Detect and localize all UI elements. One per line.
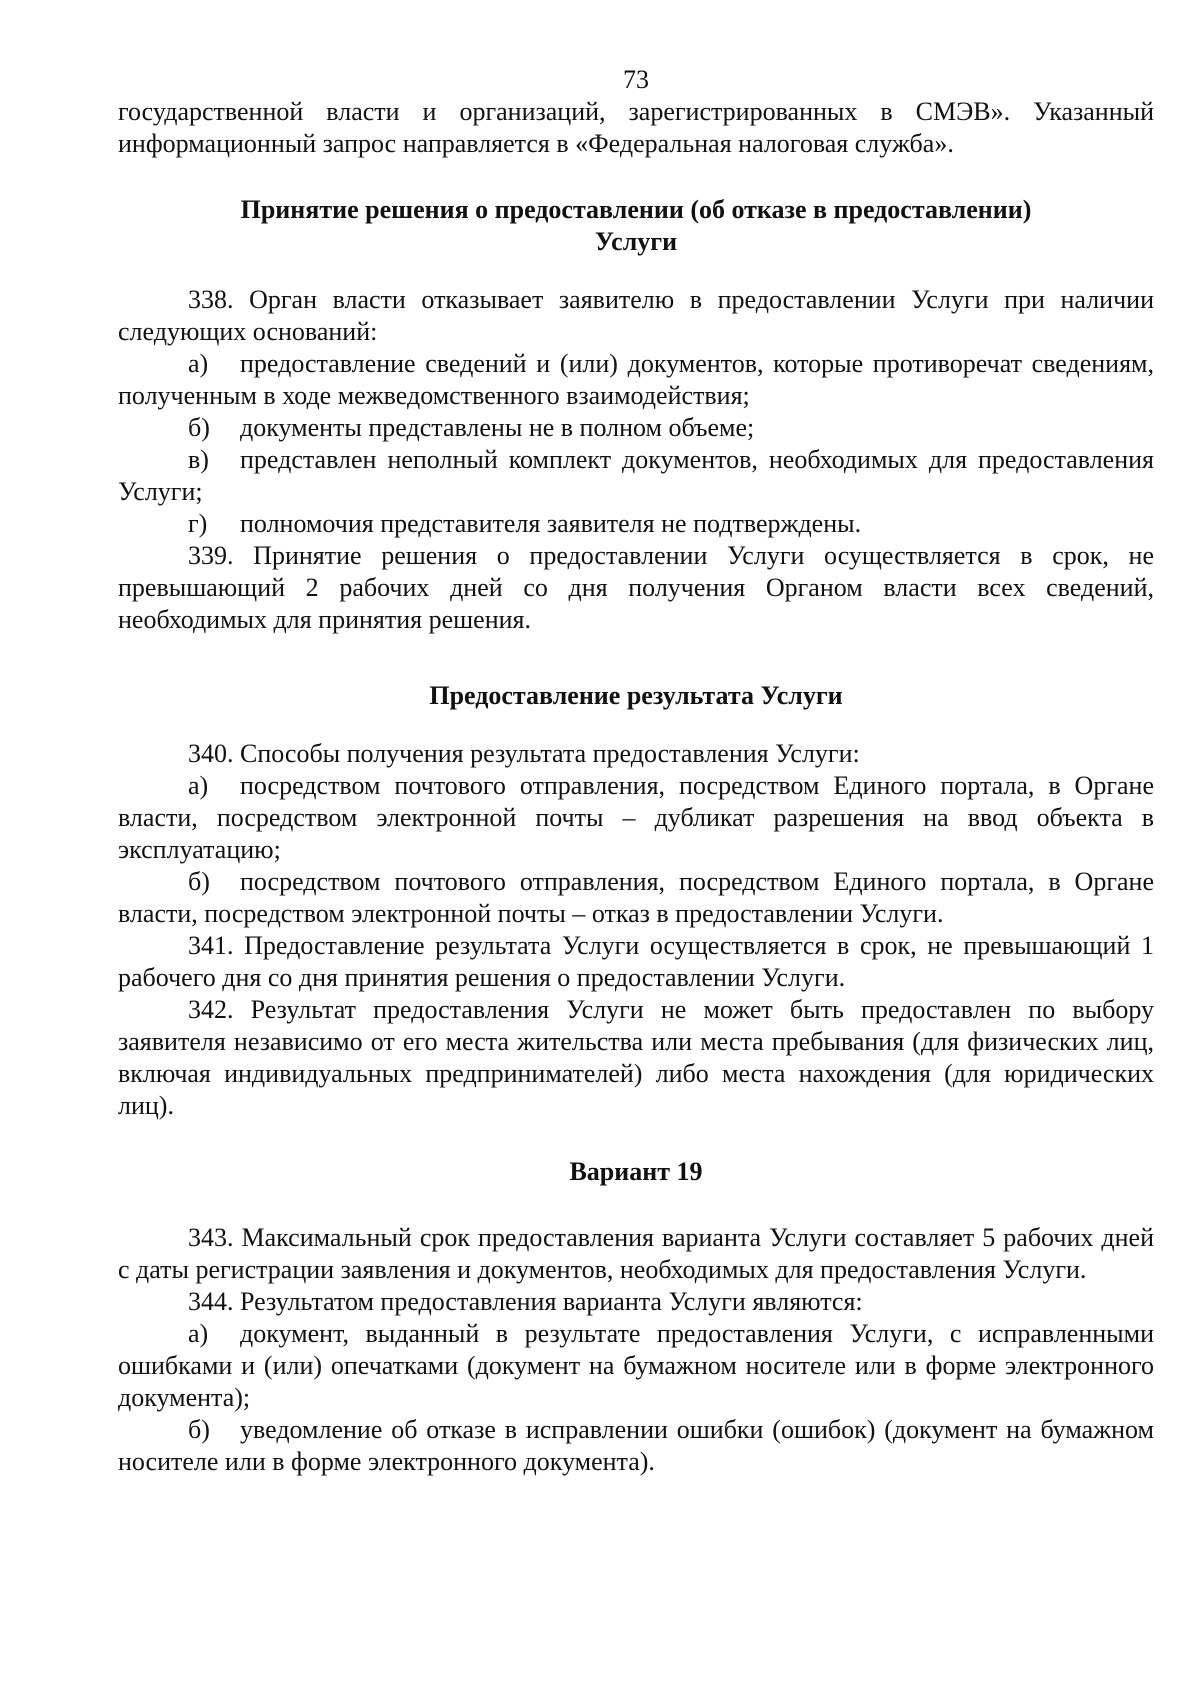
paragraph-340: 340. Способы получения результата предоставления Услуги: bbox=[188, 739, 860, 768]
paragraph-continuation: государственной власти и организаций, зарегистрированных в СМЭВ». Указанный информационный запрос направляется в «Федеральная налоговая служба». bbox=[118, 97, 1154, 158]
list-item-text: посредством почтового отправления, посредством Единого портала, в Органе власти, посредством электронной почты – дубликат разрешения на ввод объекта в эксплуатацию; bbox=[118, 771, 1154, 864]
list-item-text: предоставление сведений и (или) документов, которые противоречат сведениям, полученным в ходе межведомственного взаимодействия; bbox=[118, 349, 1154, 410]
list-marker: а) bbox=[188, 771, 209, 800]
list-marker: а) bbox=[188, 349, 209, 378]
heading-line: Услуги bbox=[594, 227, 678, 256]
list-item-text: посредством почтового отправления, посредством Единого портала, в Органе власти, посредством электронной почты – отказ в предоставлении Услуги. bbox=[118, 867, 1154, 928]
section-heading-decision bbox=[118, 194, 1154, 258]
document-page bbox=[118, 64, 1154, 1478]
paragraph-341: 341. Предоставление результата Услуги осуществляется в срок, не превышающий 1 рабочего дня со дня принятия решения о предоставлении Услуги. bbox=[118, 931, 1154, 992]
list-marker: б) bbox=[188, 1415, 210, 1444]
section-heading-variant bbox=[118, 1156, 1154, 1188]
list-item-text: представлен неполный комплект документов, необходимых для предоставления Услуги; bbox=[118, 445, 1154, 506]
list-item-338g bbox=[118, 508, 1154, 540]
paragraph-344: 344. Результатом предоставления варианта Услуги являются: bbox=[188, 1287, 863, 1316]
page-number: 73 bbox=[623, 65, 649, 94]
list-item-338a bbox=[118, 348, 1154, 412]
list-item-text: документы представлены не в полном объеме; bbox=[240, 413, 755, 442]
paragraph-338: 338. Орган власти отказывает заявителю в предоставлении Услуги при наличии следующих оснований: bbox=[118, 285, 1154, 346]
list-marker: б) bbox=[188, 413, 210, 442]
section-heading-result bbox=[118, 680, 1154, 712]
list-marker: г) bbox=[188, 509, 208, 538]
list-marker: в) bbox=[188, 445, 209, 474]
list-marker: а) bbox=[188, 1319, 209, 1348]
heading-line: Вариант 19 bbox=[569, 1157, 703, 1186]
paragraph-342: 342. Результат предоставления Услуги не может быть предоставлен по выбору заявителя независимо от его места жительства или места пребывания (для физических лиц, включая индивидуальных предпринимателей) либо места нахождения (для юридических лиц). bbox=[118, 995, 1154, 1120]
paragraph-339: 339. Принятие решения о предоставлении Услуги осуществляется в срок, не превышающий 2 рабочих дней со дня получения Органом власти всех сведений, необходимых для принятия решения. bbox=[118, 541, 1154, 634]
list-item-340b bbox=[118, 866, 1154, 930]
list-marker: б) bbox=[188, 867, 210, 896]
list-item-338b bbox=[118, 412, 1154, 444]
list-item-text: уведомление об отказе в исправлении ошибки (ошибок) (документ на бумажном носителе или в форме электронного документа). bbox=[118, 1415, 1154, 1476]
list-item-text: полномочия представителя заявителя не подтверждены. bbox=[240, 509, 862, 538]
list-item-340a bbox=[118, 770, 1154, 866]
heading-line: Принятие решения о предоставлении (об отказе в предоставлении) bbox=[240, 195, 1032, 224]
list-item-338v bbox=[118, 444, 1154, 508]
heading-line: Предоставление результата Услуги bbox=[429, 681, 843, 710]
list-item-344a bbox=[118, 1318, 1154, 1414]
paragraph-343: 343. Максимальный срок предоставления варианта Услуги составляет 5 рабочих дней с даты регистрации заявления и документов, необходимых для предоставления Услуги. bbox=[118, 1223, 1154, 1284]
list-item-text: документ, выданный в результате предоставления Услуги, с исправленными ошибками и (или) опечатками (документ на бумажном носителе или в форме электронного документа); bbox=[118, 1319, 1154, 1412]
list-item-344b bbox=[118, 1414, 1154, 1478]
